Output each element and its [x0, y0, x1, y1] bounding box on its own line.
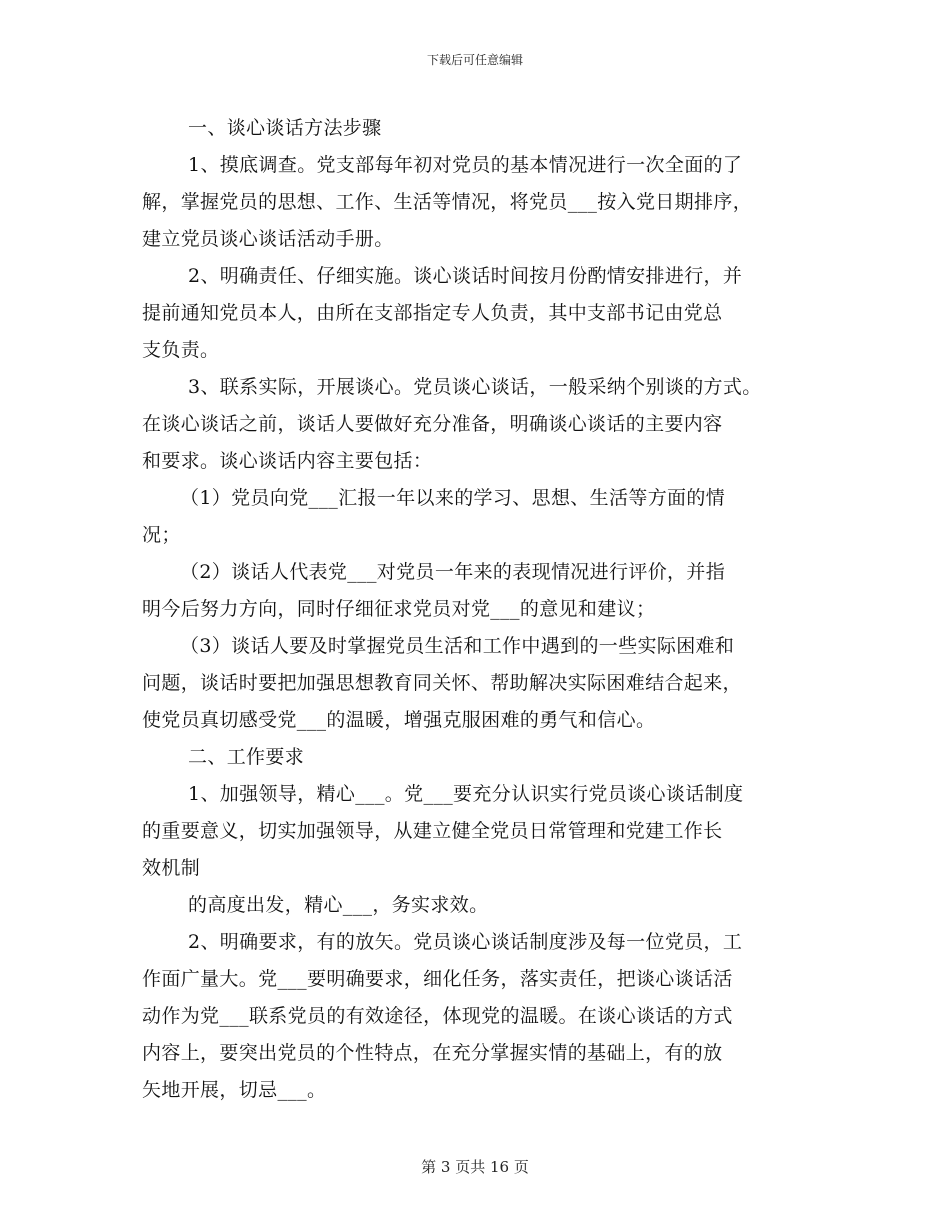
paragraph-line: 作面广量大。党___要明确要求，细化任务，落实责任，把谈心谈话活 — [142, 968, 733, 990]
paragraph-line: 1、加强领导，精心___。党___要充分认识实行党员谈心谈话制度 — [188, 783, 744, 805]
paragraph-line: 2、明确责任、仔细实施。谈心谈话时间按月份酌情安排进行，并 — [188, 265, 743, 287]
paragraph-line: 2、明确要求，有的放矢。党员谈心谈话制度涉及每一位党员，工 — [188, 931, 743, 953]
paragraph-line: 和要求。谈心谈话内容主要包括： — [142, 450, 433, 472]
paragraph-line: 在谈心谈话之前，谈话人要做好充分准备，明确谈心谈话的主要内容 — [142, 413, 723, 435]
paragraph-line: 矢地开展，切忌___。 — [142, 1079, 327, 1101]
paragraph-line: 解，掌握党员的思想、工作、生活等情况，将党员___按入党日期排序， — [142, 191, 753, 213]
paragraph-line: 建立党员谈心谈话活动手册。 — [142, 228, 394, 250]
page-footer: 第 3 页共 16 页 — [421, 1158, 529, 1176]
paragraph-line: （2）谈话人代表党___对党员一年来的表现情况进行评价，并指 — [180, 561, 726, 583]
paragraph-line: 明今后努力方向，同时仔细征求党员对党___的意见和建议； — [142, 598, 656, 620]
paragraph-line: 内容上，要突出党员的个性特点，在充分掌握实情的基础上，有的放 — [142, 1042, 723, 1064]
paragraph-line: 问题，谈话时要把加强思想教育同关怀、帮助解决实际困难结合起来， — [142, 672, 742, 694]
section-heading-2: 二、工作要求 — [188, 746, 305, 768]
paragraph-line: 1、摸底调查。党支部每年初对党员的基本情况进行一次全面的了 — [188, 154, 743, 176]
paragraph-line: （3）谈话人要及时掌握党员生活和工作中遇到的一些实际困难和 — [180, 635, 735, 657]
paragraph-line: 的高度出发，精心___，务实求效。 — [188, 894, 489, 916]
paragraph-line: 使党员真切感受党___的温暖，增强克服困难的勇气和信心。 — [142, 709, 656, 731]
paragraph-line: 况； — [142, 524, 181, 546]
page-header: 下载后可任意编辑 — [426, 53, 523, 67]
paragraph-line: 3、联系实际，开展谈心。党员谈心谈话，一般采纳个别谈的方式。 — [188, 376, 762, 398]
paragraph-line: 的重要意义，切实加强领导，从建立健全党员日常管理和党建工作长 — [142, 820, 723, 842]
section-heading-1: 一、谈心谈话方法步骤 — [188, 117, 382, 139]
paragraph-line: 提前通知党员本人，由所在支部指定专人负责，其中支部书记由党总 — [142, 302, 723, 324]
paragraph-line: 动作为党___联系党员的有效途径，体现党的温暖。在谈心谈话的方式 — [142, 1005, 733, 1027]
paragraph-line: （1）党员向党___汇报一年以来的学习、思想、生活等方面的情 — [180, 487, 726, 509]
paragraph-line: 效机制 — [142, 857, 201, 879]
paragraph-line: 支负责。 — [142, 339, 220, 361]
